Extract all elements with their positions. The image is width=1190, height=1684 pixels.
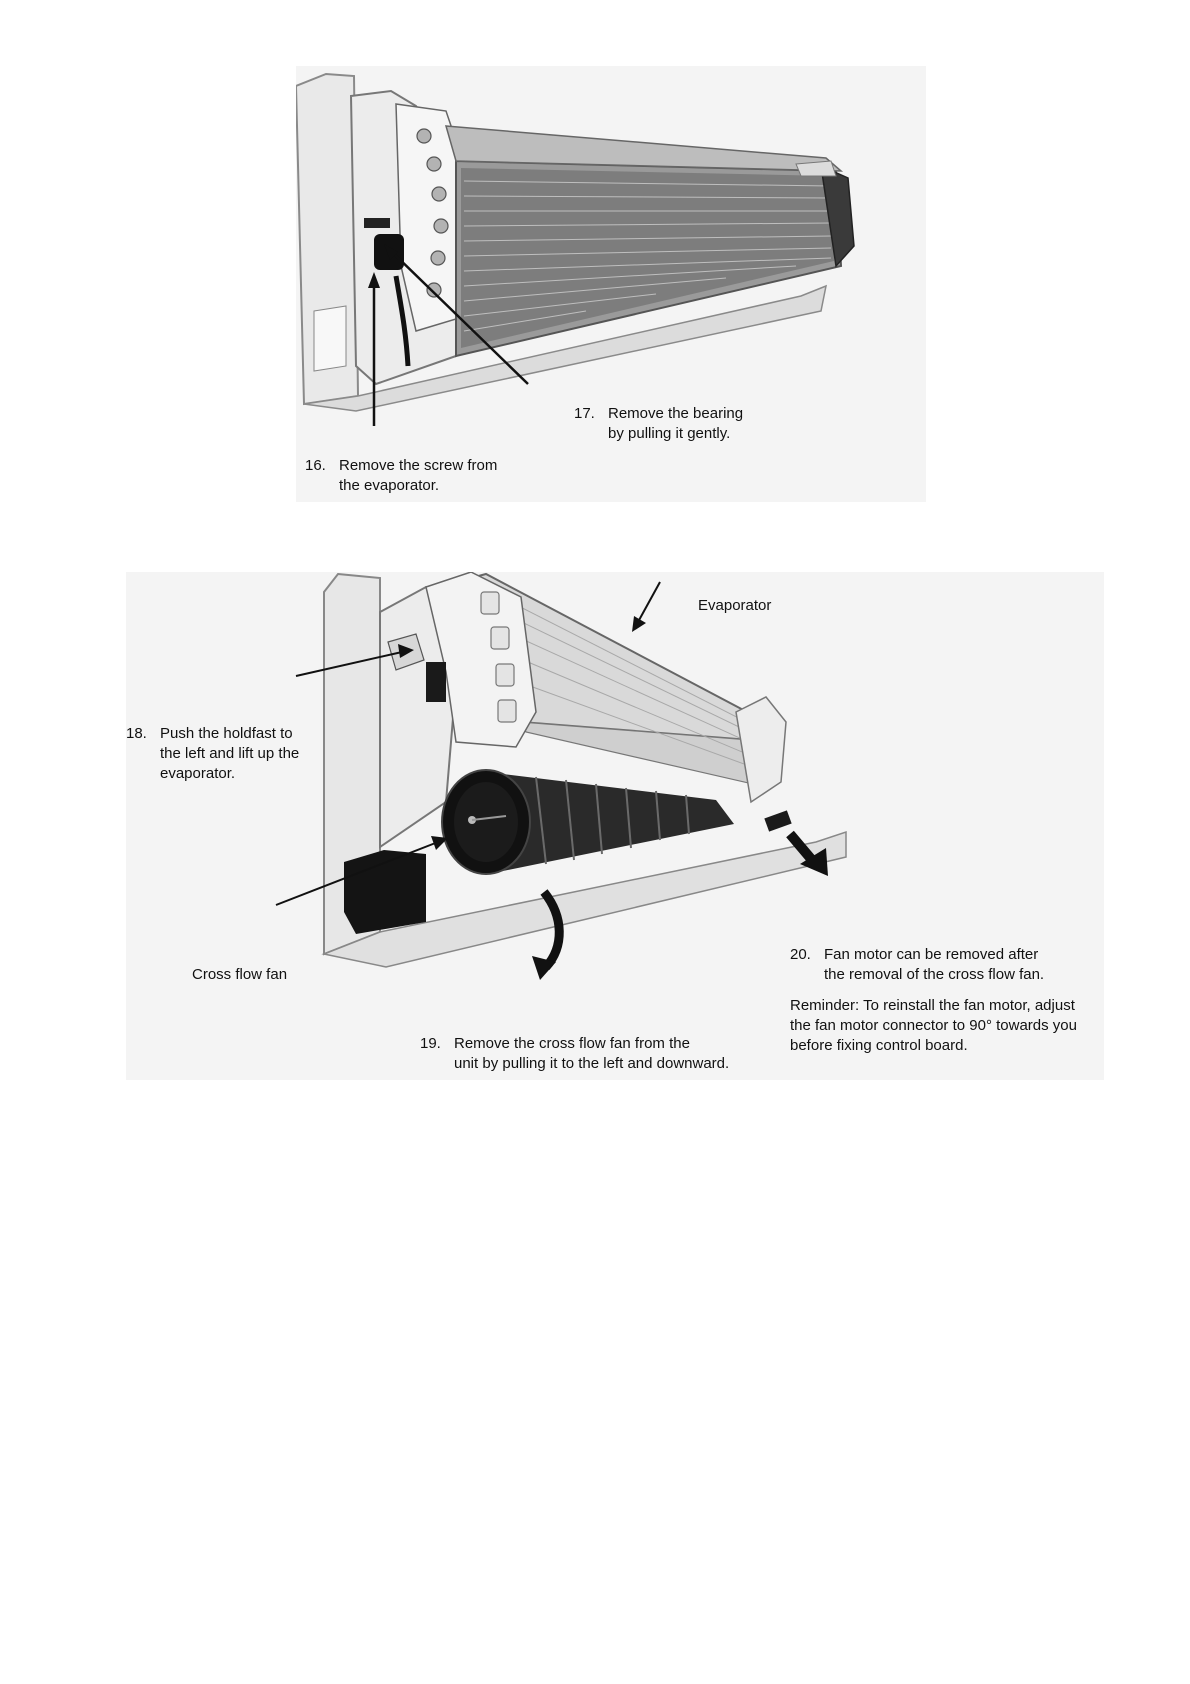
step-17-line1: Remove the bearing: [608, 405, 744, 422]
step-17-caption: [574, 404, 743, 444]
step-19-number: 19.: [420, 1035, 441, 1052]
step-20-caption: [790, 945, 1044, 985]
cross-flow-fan-drum: [442, 770, 734, 874]
step-16-caption: [305, 456, 497, 496]
reminder-line3: before fixing control board.: [790, 1037, 968, 1054]
reminder-note: [790, 996, 1077, 1056]
cross-flow-fan-label: [192, 965, 287, 985]
step-18-line2: the left and lift up the: [160, 745, 300, 762]
step-19-caption: [420, 1034, 729, 1074]
step-19-line1: Remove the cross flow fan from the: [454, 1035, 690, 1052]
step-16-number: 16.: [305, 457, 326, 474]
step-18-line3: evaporator.: [160, 765, 236, 782]
step-20-number: 20.: [790, 946, 811, 963]
step-20-line2: the removal of the cross flow fan.: [824, 966, 1045, 983]
step-17-line2: by pulling it gently.: [608, 425, 731, 442]
step-20-line1: Fan motor can be removed after: [824, 946, 1039, 963]
cross-flow-fan-label-text: Cross flow fan: [192, 966, 288, 983]
reminder-line1: Reminder: To reinstall the fan motor, adjust: [790, 997, 1075, 1014]
step-17-number: 17.: [574, 405, 595, 422]
evaporator-label: [698, 596, 771, 616]
step-19-line2: unit by pulling it to the left and downward.: [454, 1055, 730, 1072]
step-18-caption: [126, 724, 299, 784]
reminder-line2: the fan motor connector to 90° towards you: [790, 1017, 1077, 1034]
step-16-line1: Remove the screw from: [339, 457, 498, 474]
step-18-line1: Push the holdfast to: [160, 725, 293, 742]
evaporator-label-text: Evaporator: [698, 597, 772, 614]
step-16-line2: the evaporator.: [339, 477, 440, 494]
step-18-number: 18.: [126, 725, 147, 742]
